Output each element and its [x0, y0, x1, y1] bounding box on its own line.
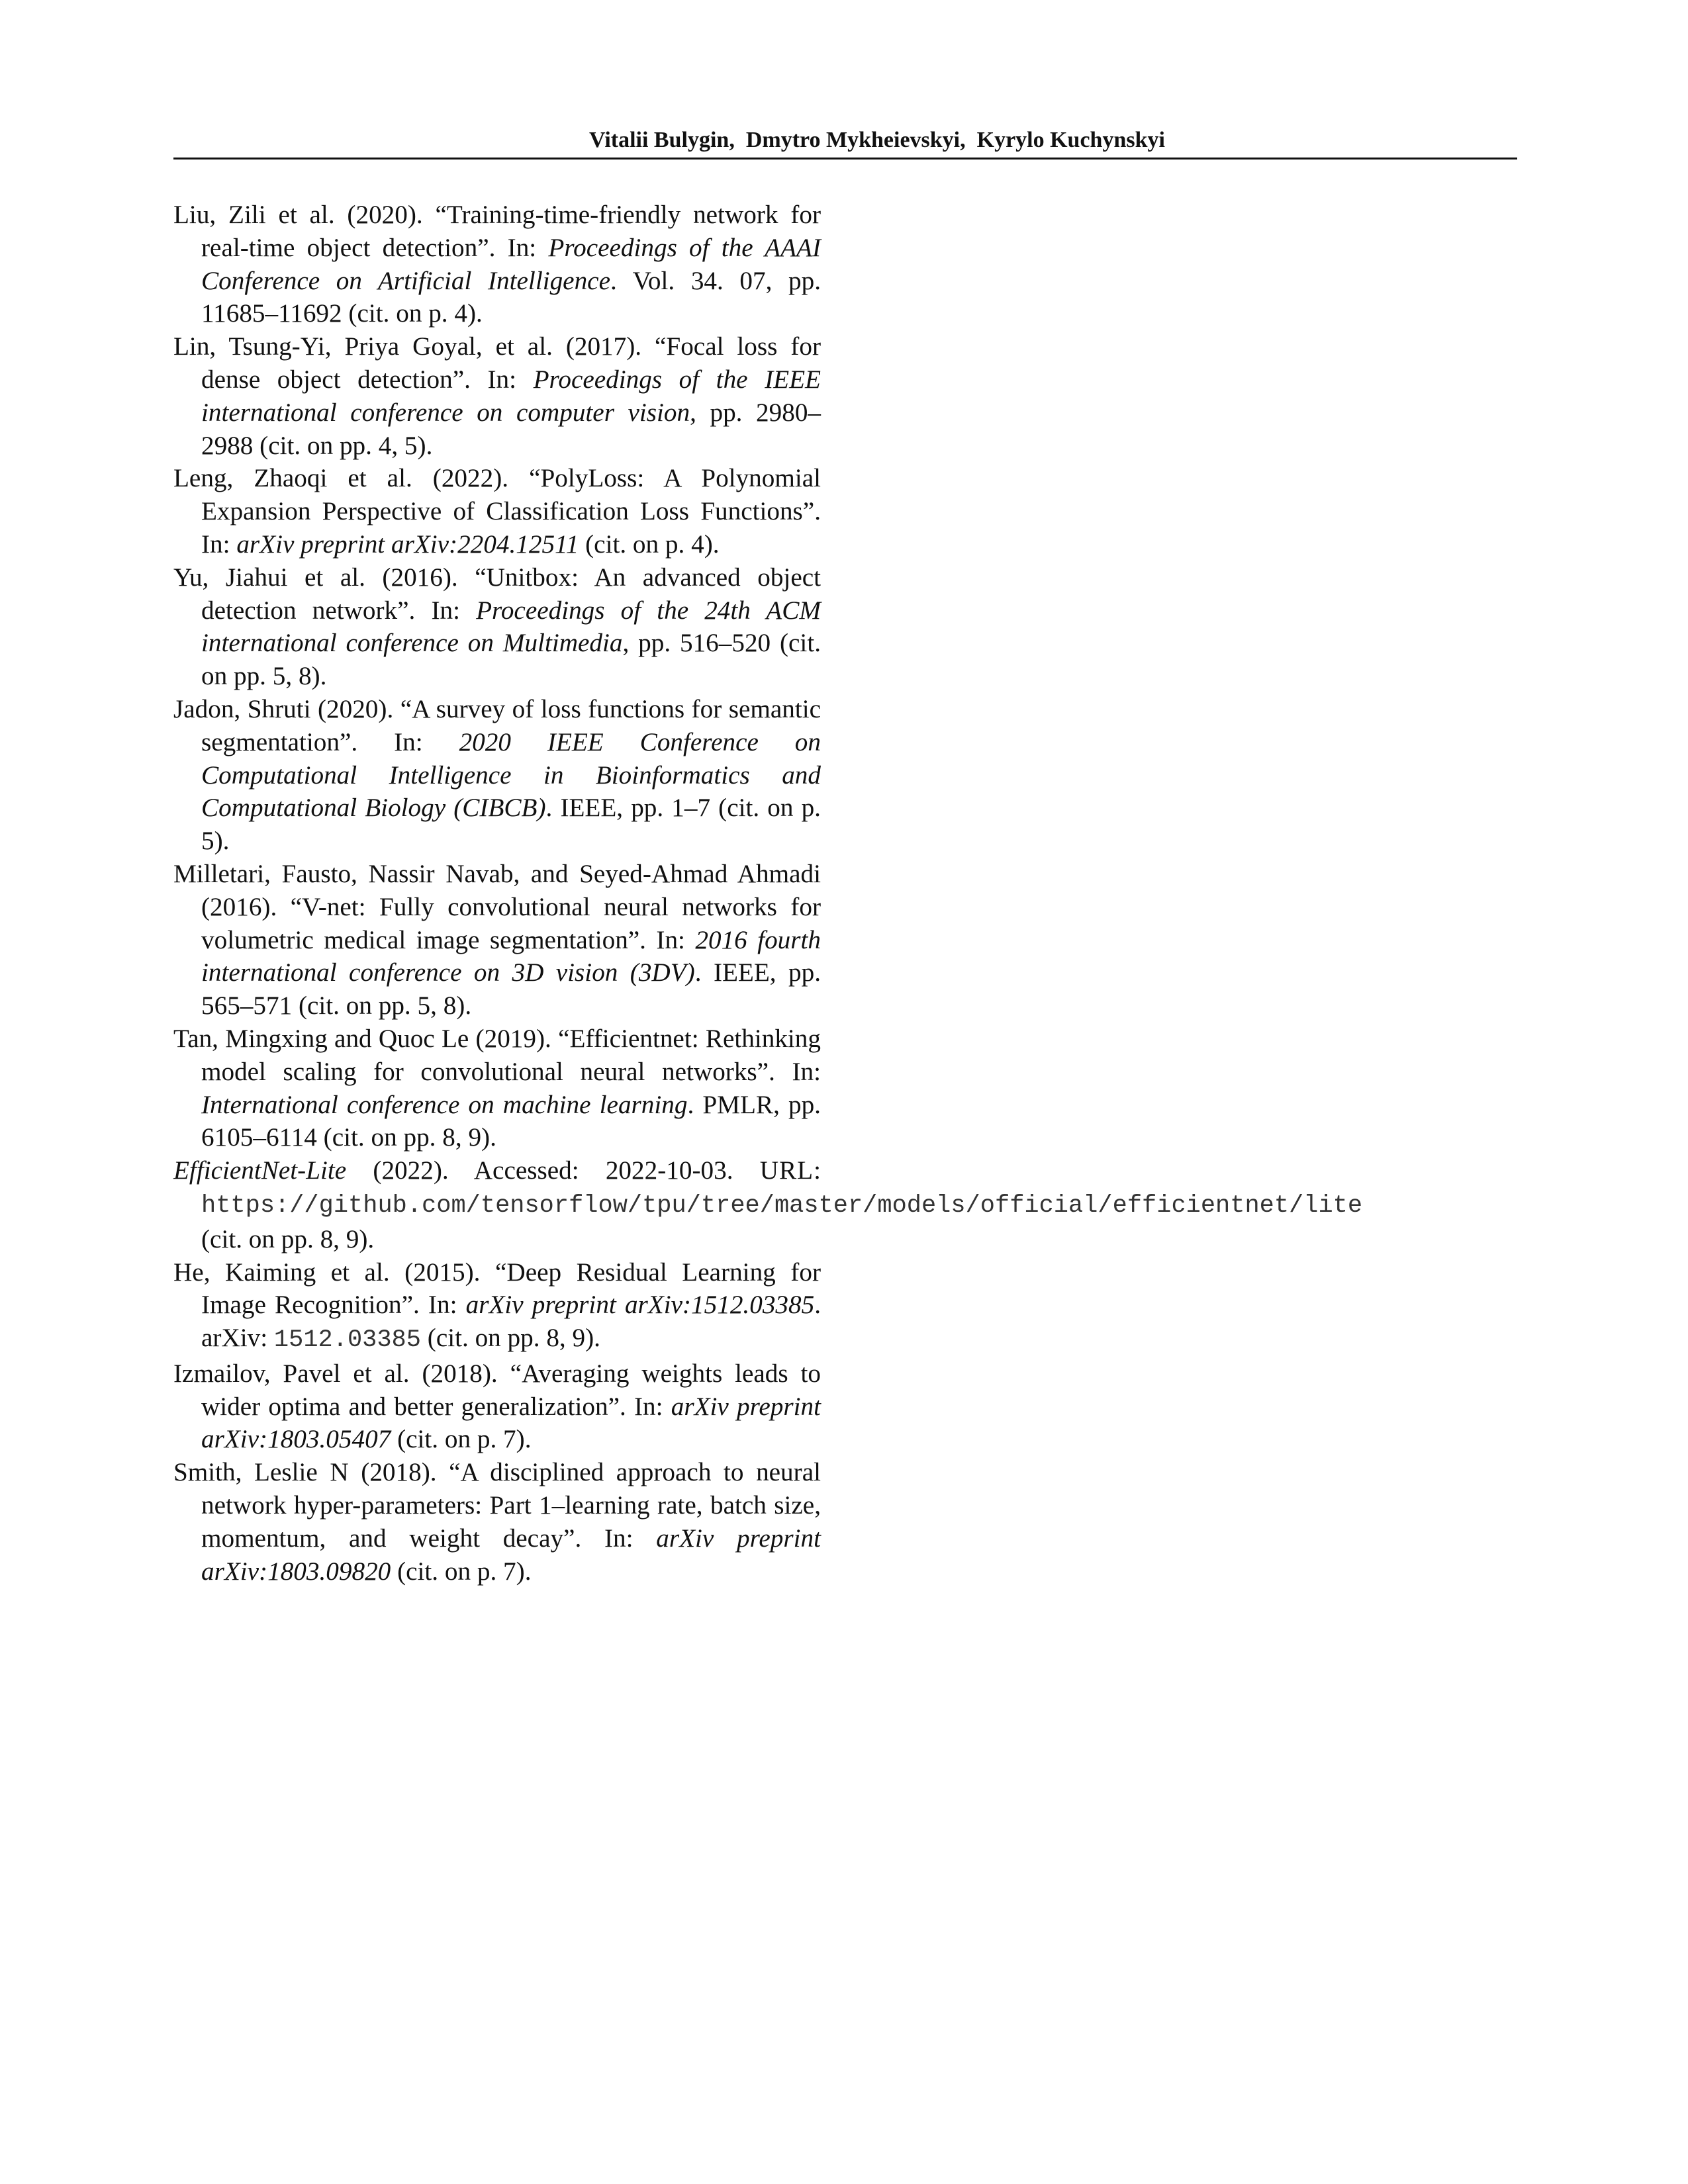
reference-text: (2022). Accessed: 2022-10-03.: [346, 1156, 760, 1185]
reference-text: Leng, Zhaoqi et al. (2022). “PolyLoss: A Polynomial Expansion Perspective of Classification Loss Functions”. In:: [173, 464, 821, 559]
reference-item: [173, 462, 821, 561]
reference-title: EfficientNet-Lite: [173, 1156, 347, 1185]
reference-venue: arXiv preprint arXiv:1803.09820: [201, 1524, 821, 1586]
reference-details: (cit. on p. 4).: [579, 529, 720, 559]
reference-venue: arXiv preprint arXiv:1803.05407: [201, 1392, 821, 1454]
reference-details: (cit. on pp. 8, 9).: [201, 1224, 375, 1253]
header-authors: Vitalii Bulygin, Dmytro Mykheievskyi, Kyrylo Kuchynskyi: [589, 128, 1165, 152]
reference-venue: arXiv preprint arXiv:1512.03385: [465, 1291, 815, 1320]
reference-item: [173, 1023, 821, 1154]
reference-venue: 2016 fourth international conference on 3D vision (3DV): [201, 925, 821, 987]
running-header: [173, 123, 1517, 159]
reference-venue: Proceedings of the IEEE international conference on computer vision: [201, 365, 821, 427]
reference-list: [173, 199, 1363, 1588]
reference-details: (cit. on p. 7).: [391, 1425, 532, 1454]
reference-item: [173, 693, 821, 858]
reference-venue: 2020 IEEE Conference on Computational Intelligence in Bioinformatics and Computational Biology (CIBCB): [201, 727, 821, 823]
reference-item: [173, 858, 821, 1023]
url-label: URL: [759, 1156, 814, 1185]
reference-item: [173, 561, 821, 693]
reference-venue: Proceedings of the AAAI Conference on Artificial Intelligence: [201, 233, 821, 295]
arxiv-id-link[interactable]: 1512.03385: [273, 1326, 421, 1355]
reference-details: (cit. on pp. 8, 9).: [420, 1324, 600, 1353]
reference-text: Milletari, Fausto, Nassir Navab, and Seyed-Ahmad Ahmadi (2016). “V-net: Fully convolutional neural networks for volumetric medical image segmentation”. In:: [173, 859, 821, 954]
reference-venue: arXiv preprint arXiv:2204.12511: [236, 529, 579, 559]
reference-text: Jadon, Shruti (2020). “A survey of loss functions for semantic segmentation”. In:: [173, 694, 821, 756]
reference-details: (cit. on p. 7).: [391, 1557, 532, 1586]
reference-item: [173, 1154, 1363, 1255]
reference-text: Lin, Tsung-Yi, Priya Goyal, et al. (2017). “Focal loss for dense object detection”. In:: [173, 332, 821, 394]
reference-text: . arXiv:: [201, 1291, 821, 1353]
reference-text: Liu, Zili et al. (2020). “Training-time-friendly network for real-time object detection”. In:: [173, 201, 821, 262]
reference-details: . PMLR, pp. 6105–6114 (cit. on pp. 8, 9).: [201, 1090, 821, 1152]
reference-details: . IEEE, pp. 1–7 (cit. on p. 5).: [201, 794, 821, 856]
reference-text: He, Kaiming et al. (2015). “Deep Residual Learning for Image Recognition”. In:: [173, 1257, 821, 1320]
reference-item: [173, 1256, 821, 1357]
reference-item: [173, 330, 821, 462]
reference-item: [173, 199, 821, 330]
reference-details: , pp. 516–520 (cit. on pp. 5, 8).: [201, 629, 821, 691]
reference-text: Tan, Mingxing and Quoc Le (2019). “Efficientnet: Rethinking model scaling for convolutional neural networks”. In:: [173, 1024, 821, 1086]
url-colon: :: [814, 1156, 821, 1185]
reference-url-link[interactable]: https://github.com/tensorflow/tpu/tree/master/models/official/efficientnet/lite: [201, 1191, 1363, 1220]
reference-venue: Proceedings of the 24th ACM international conference on Multimedia: [201, 596, 821, 658]
reference-details: , pp. 2980–2988 (cit. on pp. 4, 5).: [201, 398, 821, 460]
reference-text: Yu, Jiahui et al. (2016). “Unitbox: An advanced object detection network”. In:: [173, 563, 821, 625]
reference-text: Smith, Leslie N (2018). “A disciplined approach to neural network hyper-parameters: Part 1–learning rate, batch size, momentum, and weight decay”. In:: [173, 1458, 821, 1553]
reference-details: . Vol. 34. 07, pp. 11685–11692 (cit. on p. 4).: [201, 266, 821, 328]
reference-item: [173, 1456, 821, 1588]
reference-text: Izmailov, Pavel et al. (2018). “Averaging weights leads to wider optima and better generalization”. In:: [173, 1359, 821, 1421]
reference-venue: International conference on machine learning: [201, 1090, 688, 1119]
reference-item: [173, 1357, 821, 1456]
reference-details: . IEEE, pp. 565–571 (cit. on pp. 5, 8).: [201, 958, 821, 1021]
